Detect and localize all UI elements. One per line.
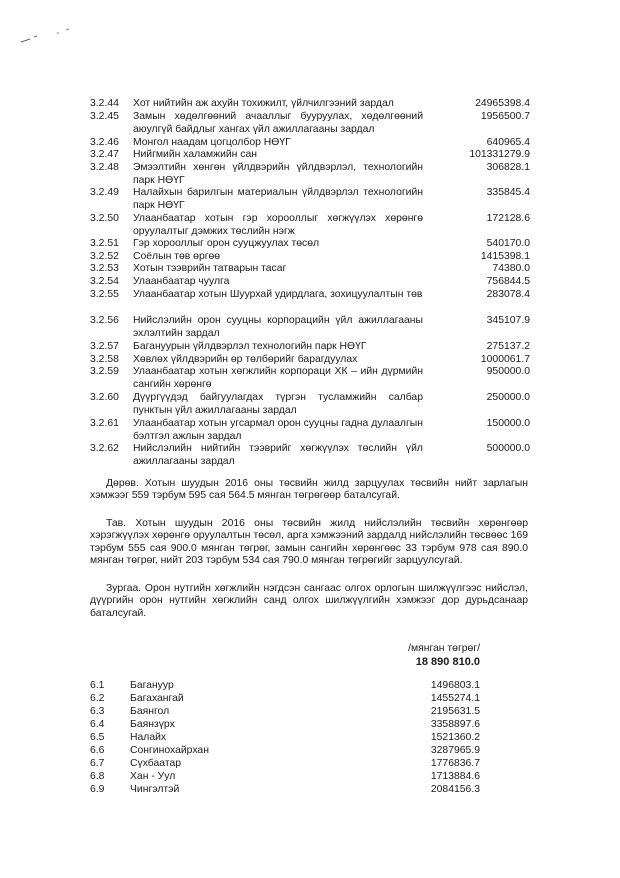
district-row: 6.9 Чингэлтэй 2084156.3	[90, 784, 480, 795]
district-row: 6.6 Сонгинохайрхан 3287965.9	[90, 745, 480, 756]
budget-row: 3.2.55 Улаанбаатар хотын Шуурхай удирдлага, зохицуулалтын төв 283078.4	[90, 289, 530, 300]
total-amount: 18 890 810.0	[415, 656, 480, 668]
paragraph-six: Зургаа. Орон нутгийн хөгжлийн нэгдсэн сангаас олгох орлогын шилжүүлгээс нийслэл, дүүргийн орон нутгийн хөгжлийн санд олгох шилжүүлгийн хэмжээг дор дурьдсанаар баталсугай.	[90, 583, 528, 619]
budget-row: 3.2.56 Нийслэлийн орон сууцны корпорацийн үйл ажиллагааны эхлэлтийн зардал 345107.9	[90, 315, 530, 339]
district-row: 6.3 Баянгол 2195631.5	[90, 706, 480, 717]
scan-mark	[16, 20, 86, 50]
district-row: 6.1 Багануур 1496803.1	[90, 680, 480, 691]
budget-row: 3.2.60 Дүүргүүдэд байгуулагдах түргэн тусламжийн салбар пунктын үйл ажиллагааны зардал 250000.0	[90, 392, 530, 416]
budget-row: 3.2.62 Нийслэлийн нийтийн тээврийг хөгжүүлэх төслийн үйл ажиллагааны зардал 500000.0	[90, 443, 530, 467]
budget-row: 3.2.53 Хотын тээврийн татварын тасаг 74380.0	[90, 263, 530, 274]
budget-row: 3.2.50 Улаанбаатар хотын гэр хорооллыг хөгжүүлэх хөрөнгө оруулалтыг дэмжих төслийн нэгж 172128.6	[90, 213, 530, 237]
budget-row: 3.2.57 Багануурын үйлдвэрлэл технологийн парк НӨҮГ 275137.2	[90, 341, 530, 352]
unit-label: /мянган төгрөг/	[408, 643, 480, 654]
budget-row: 3.2.49 Налайхын барилгын материалын үйлдвэрлэл технологийн парк НӨҮГ 335845.4	[90, 187, 530, 211]
budget-row: 3.2.44 Хот нийтийн аж ахуйн тохижилт, үйлчилгээний зардал 24965398.4	[90, 98, 530, 109]
budget-row: 3.2.46 Монгол наадам цогцолбор НӨҮГ 640965.4	[90, 137, 530, 148]
budget-row: 3.2.47 Нийгмийн халамжийн сан 101331279.9	[90, 149, 530, 160]
budget-row: 3.2.48 Эмээлтийн хөнгөн үйлдвэрийн үйлдвэрлэл, технологийн парк НӨҮГ 306828.1	[90, 162, 530, 186]
paragraph-five: Тав. Хотын шуудын 2016 оны төсвийн жилд нийслэлийн төсвийн хөрөнгөөр хэрэгжүүлэх хөрөнгө оруулалтын төсөл, арга хэмжээний зардалд нийслэлийн төсвөөс 169 тэрбум 555 сая 900.0 мянган төгрөг, замын сангийн хөрөнгөөс 33 тэрбум 978 сая 890.0 мянган төгрөг, нийт 203 тэрбум 534 сая 790.0 мянган төгрөгийг зарцуулсугай.	[90, 518, 528, 566]
budget-row: 3.2.59 Улаанбаатар хотын хөгжлийн корпораци ХК – ийн дүрмийн сангийн хөрөнгө 950000.0	[90, 366, 530, 390]
district-row: 6.5 Налайх 1521360.2	[90, 732, 480, 743]
budget-row: 3.2.45 Замын хөдөлгөөний ачааллыг бууруулах, хөдөлгөөний аюулгүй байдлыг хангах үйл ажиллагааны зардал 1956500.7	[90, 111, 530, 135]
budget-row: 3.2.52 Соёлын төв өргөө 1415398.1	[90, 251, 530, 262]
budget-row: 3.2.61 Улаанбаатар хотын угсармал орон сууцны гадна дулаалгын бэлтгэл ажлын зардал 150000.0	[90, 418, 530, 442]
district-row: 6.2 Багахангай 1455274.1	[90, 693, 480, 704]
district-row: 6.7 Сүхбаатар 1776836.7	[90, 758, 480, 769]
district-row: 6.8 Хан - Уул 1713884.6	[90, 771, 480, 782]
district-row: 6.4 Баянзүрх 3358897.6	[90, 719, 480, 730]
budget-row: 3.2.54 Улаанбаатар чуулга 756844.5	[90, 276, 530, 287]
budget-row: 3.2.51 Гэр хорооллыг орон сууцжуулах төсөл 540170.0	[90, 238, 530, 249]
paragraph-four: Дөрөв. Хотын шуудын 2016 оны төсвийн жилд зарцуулах төсвийн нийт зарлагын хэмжээг 559 тэрбум 595 сая 564.5 мянган төгрөгөөр баталсугай.	[90, 478, 528, 502]
budget-row: 3.2.58 Хөвлөх үйлдвэрийн өр төлбөрийг барагдуулах 1000061.7	[90, 354, 530, 365]
